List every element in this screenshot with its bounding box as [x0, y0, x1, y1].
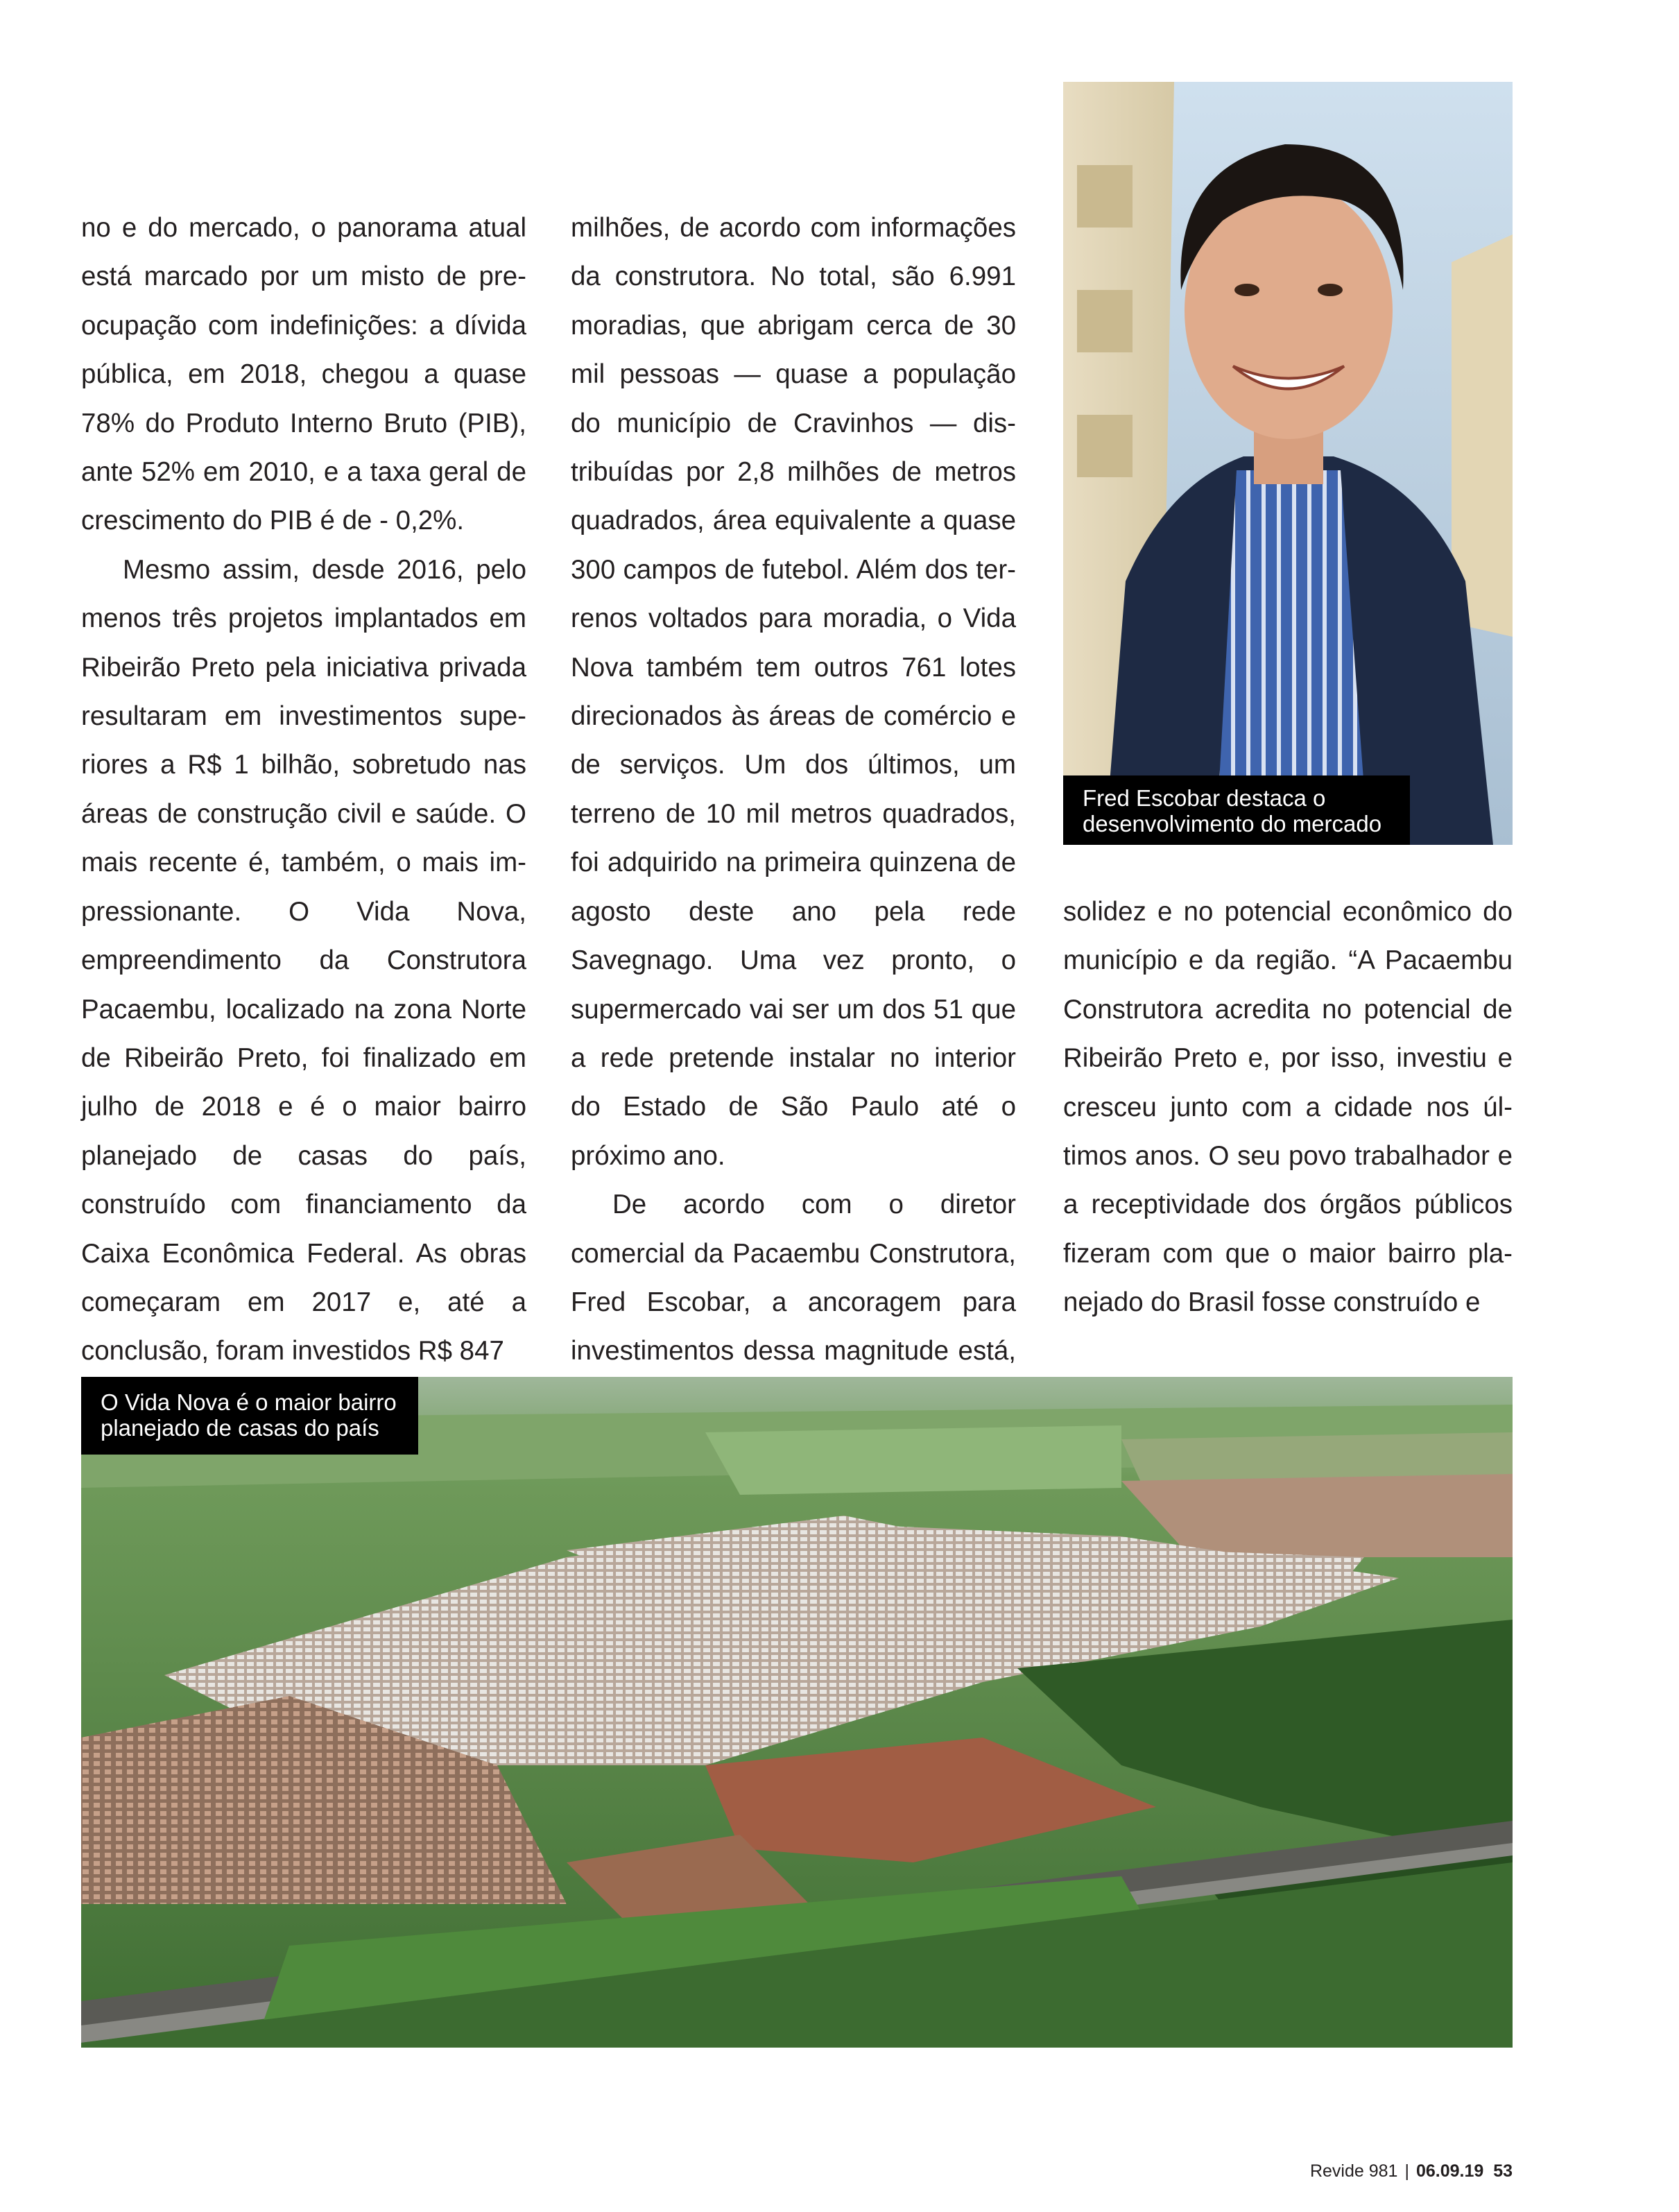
portrait-illustration: [1063, 82, 1513, 845]
portrait-caption: [1063, 775, 1410, 845]
caption-line: O Vida Nova é o maior bairro: [101, 1389, 397, 1415]
caption-line: desenvolvimento do mercado: [1083, 811, 1382, 837]
aerial-illustration: [81, 1377, 1513, 2048]
aerial-photo: [81, 1377, 1513, 2048]
aerial-caption: [81, 1377, 418, 1455]
article-column-1: [81, 204, 526, 1376]
portrait-photo: [1063, 82, 1513, 845]
paragraph: De acordo com o diretor comercial da Pacaembu Construtora, Fred Escobar, a ancoragem para investimentos dessa magnitude está,: [571, 1190, 1016, 1366]
paragraph: Mesmo assim, desde 2016, pelo menos três projetos implantados em Ribeirão Preto pela iniciativa privada resultaram em investimentos superiores a R$ 1 bilhão, sobretudo nas áreas de construção civil e saúde. O mais recente é, também, o mais impressionante. O Vida Nova, empreendimento da Construtora Pacaembu, localizado na zona Norte de Ribeirão Preto, foi finalizado em julho de 2018 e é o maior bairro planejado de casas do país, construído com financiamento da Caixa Econômica Federal. As obras começaram em 2017 e, até a conclusão, foram investidos R$ 847: [81, 554, 526, 1366]
paragraph: solidez e no potencial econômico do município e da região. “A Pacaembu Construtora acredita no potencial de Ribeirão Preto e, por isso, investiu e cresceu junto com a cidade nos últimos anos. O seu povo trabalhador e a receptividade dos órgãos públicos fizeram com que o maior bairro planejado do Brasil fosse construído e: [1063, 897, 1513, 1318]
caption-line: planejado de casas do país: [101, 1415, 379, 1441]
article-column-2: [571, 204, 1016, 1425]
footer-separator: |: [1404, 2161, 1409, 2181]
article-column-3: [1063, 888, 1513, 1328]
page-footer: [1310, 2161, 1513, 2181]
paragraph: no e do mercado, o panorama atual está marcado por um misto de preocupação com indefinições: a dívida pública, em 2018, chegou a quase 78% do Produto Interno Bruto (PIB), ante 52% em 2010, e a taxa geral de crescimento do PIB é de - 0,2%.: [81, 213, 526, 536]
page-number: 53: [1493, 2161, 1513, 2181]
issue-date: 06.09.19: [1415, 2161, 1484, 2181]
paragraph: milhões, de acordo com informações da construtora. No total, são 6.991 moradias, que abrigam cerca de 30 mil pessoas — quase a população do município de Cravinhos — distribuídas por 2,8 milhões de metros quadrados, área equivalente a quase 300 campos de futebol. Além dos terrenos voltados para moradia, o Vida Nova também tem outros 761 lotes direcionados às áreas de comércio e de serviços. Um dos últimos, um terreno de 10 mil metros quadrados, foi adquirido na primeira quinzena de agosto deste ano pela rede Savegnago. Uma vez pronto, o supermercado vai ser um dos 51 que a rede pretende instalar no interior do Estado de São Paulo até o próximo ano.: [571, 213, 1016, 1171]
caption-line: Fred Escobar destaca o: [1083, 785, 1326, 811]
magazine-issue: Revide 981: [1309, 2161, 1398, 2181]
